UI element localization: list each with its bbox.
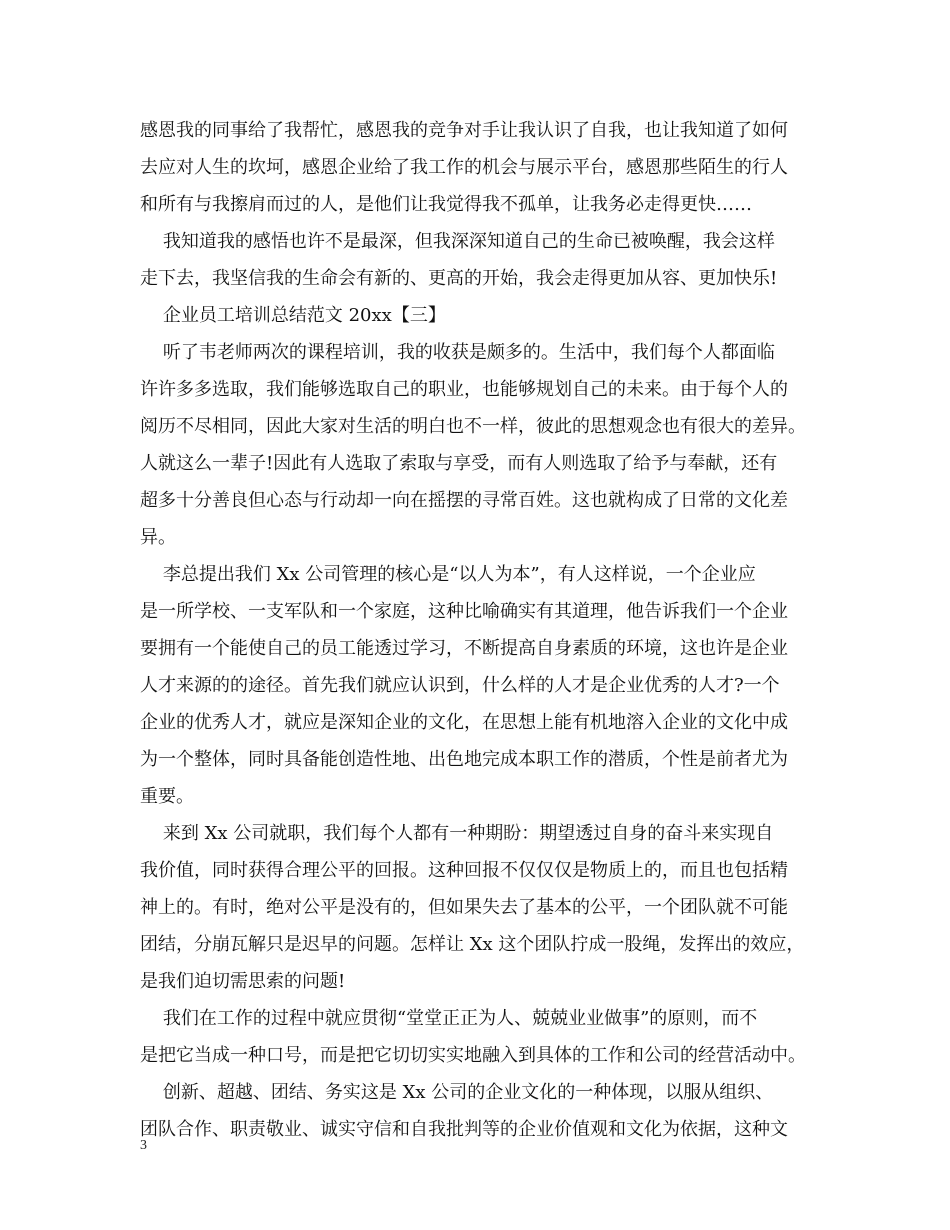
text-line: 是一所学校、一支军队和一个家庭，这种比喻确实有其道理，他告诉我们一个企业 <box>140 601 788 622</box>
text-line: 人才来源的的途径。首先我们就应认识到，什么样的人才是企业优秀的人才?一个 <box>140 675 780 696</box>
text-line: 李总提出我们 Xx 公司管理的核心是“以人为本”，有人这样说，一个企业应 <box>140 564 756 585</box>
document-body <box>140 112 820 1148</box>
section-heading: 企业员工培训总结范文 20xx【三】 <box>140 305 446 326</box>
text-line: 阅历不尽相同，因此大家对生活的明白也不一样，彼此的思想观念也有很大的差异。 <box>140 416 806 437</box>
text-line: 感恩我的同事给了我帮忙，感恩我的竞争对手让我认识了自我，也让我知道了如何 <box>140 120 788 141</box>
text-line: 异。 <box>140 527 176 548</box>
text-line: 走下去，我坚信我的生命会有新的、更高的开始，我会走得更加从容、更加快乐! <box>140 268 778 289</box>
text-line: 为一个整体，同时具备能创造性地、出色地完成本职工作的潜质，个性是前者尤为 <box>140 749 788 770</box>
page-number: 3 <box>140 1138 147 1153</box>
text-line: 听了韦老师两次的课程培训，我的收获是颇多的。生活中，我们每个人都面临 <box>140 342 775 363</box>
text-line: 是把它当成一种口号，而是把它切切实实地融入到具体的工作和公司的经营活动中。 <box>140 1045 806 1066</box>
text-line: 我价值，同时获得合理公平的回报。这种回报不仅仅仅是物质上的，而且也包括精 <box>140 860 788 881</box>
text-line: 是我们迫切需思索的问题! <box>140 971 346 992</box>
text-line: 团结，分崩瓦解只是迟早的问题。怎样让 Xx 这个团队拧成一股绳，发挥出的效应， <box>140 934 805 955</box>
text-line: 重要。 <box>140 786 194 807</box>
text-line: 我知道我的感悟也许不是最深，但我深深知道自己的生命已被唤醒，我会这样 <box>140 231 775 252</box>
text-line: 创新、超越、团结、务实这是 Xx 公司的企业文化的一种体现，以服从组织、 <box>140 1082 774 1103</box>
text-line: 团队合作、职责敬业、诚实守信和自我批判等的企业价值观和文化为依据，这种文 <box>140 1119 788 1140</box>
text-line: 超多十分善良但心态与行动却一向在摇摆的寻常百姓。这也就构成了日常的文化差 <box>140 490 788 511</box>
text-line: 人就这么一辈子!因此有人选取了索取与享受，而有人则选取了给予与奉献，还有 <box>140 453 778 474</box>
text-line: 我们在工作的过程中就应贯彻“堂堂正正为人、兢兢业业做事”的原则，而不 <box>140 1008 758 1029</box>
text-line: 企业的优秀人才，就应是深知企业的文化，在思想上能有机地溶入企业的文化中成 <box>140 712 788 733</box>
text-line: 和所有与我擦肩而过的人，是他们让我觉得我不孤单，让我务必走得更快…… <box>140 194 752 215</box>
text-line: 去应对人生的坎坷，感恩企业给了我工作的机会与展示平台，感恩那些陌生的行人 <box>140 157 788 178</box>
text-line: 神上的。有时，绝对公平是没有的，但如果失去了基本的公平，一个团队就不可能 <box>140 897 788 918</box>
text-line: 来到 Xx 公司就职，我们每个人都有一种期盼：期望透过自身的奋斗来实现自 <box>140 823 774 844</box>
text-line: 许许多多选取，我们能够选取自己的职业，也能够规划自己的未来。由于每个人的 <box>140 379 788 400</box>
text-line: 要拥有一个能使自己的员工能透过学习，不断提高自身素质的环境，这也许是企业 <box>140 638 788 659</box>
